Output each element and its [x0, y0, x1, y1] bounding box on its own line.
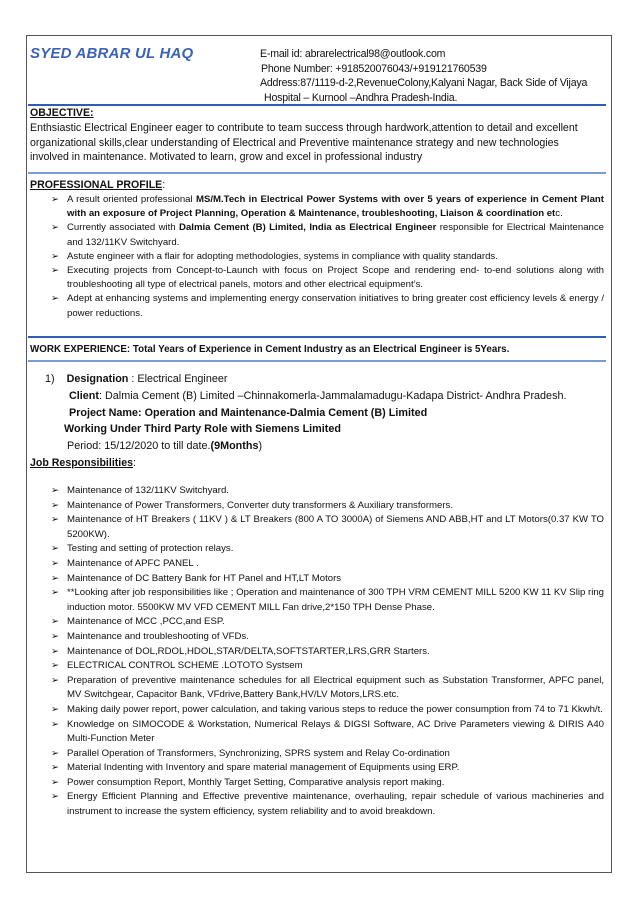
- responsibility-item: [30, 659, 604, 674]
- arrow-bullet-icon: ➢: [51, 250, 59, 262]
- responsibility-item: [30, 513, 604, 542]
- arrow-bullet-icon: ➢: [51, 265, 59, 277]
- project-label: Project Name: [69, 406, 139, 419]
- arrow-bullet-icon: ➢: [51, 572, 59, 584]
- divider: [28, 336, 606, 338]
- client-value: : Dalmia Cement (B) Limited –Chinnakomerla-Jammalamadugu-Kadapa District- Andhra Pradesh.: [99, 389, 567, 402]
- profile-title-colon: :: [162, 179, 166, 191]
- arrow-bullet-icon: ➢: [51, 499, 59, 511]
- responsibility-item: [30, 718, 604, 747]
- divider: [28, 104, 606, 106]
- responsibility-item: [30, 484, 604, 499]
- period-text: ): [258, 440, 263, 453]
- email-line: E-mail id: abrarelectrical98@outlook.com: [260, 48, 446, 60]
- responsibility-item: [30, 761, 604, 776]
- responsibility-item: [30, 747, 604, 762]
- responsibility-text: Maintenance of HT Breakers ( 11KV ) & LT Breakers (800 A TO 3000A) of Siemens AND ABB,HT and LT Motors(0.37 KW TO 5200KW).: [67, 514, 604, 540]
- arrow-bullet-icon: ➢: [51, 630, 59, 642]
- project-value: : Operation and Maintenance-Dalmia Cement (B) Limited: [138, 406, 428, 419]
- list-item: [30, 221, 604, 249]
- responsibility-text: ELECTRICAL CONTROL SCHEME .LOTOTO Systsem: [67, 660, 303, 672]
- profile-bold: Dalmia Cement (B) Limited, India as Electrical Engineer: [179, 222, 437, 234]
- responsibility-text: **Looking after job responsibilities like ; Operation and maintenance of 300 TPH VRM CEMENT MILL 5200 KW 11 KV Slip ring induction motor. 5500KW MV VFD CEMENT MILL Fan drive,2*150 TPH Dense Phase.: [67, 587, 604, 613]
- list-item: [30, 264, 604, 292]
- address-line-2: Hospital – Kurnool –Andhra Pradesh-India.: [264, 91, 458, 104]
- responsibility-item: [30, 776, 604, 791]
- list-item: [30, 250, 604, 264]
- arrow-bullet-icon: ➢: [51, 194, 59, 205]
- working-under-line: Working Under Third Party Role with Siemens Limited: [64, 423, 341, 436]
- period-line: [45, 438, 566, 455]
- profile-text: Executing projects from Concept-to-Launch with focus on Project Scope and rendering end- to-end solutions along with troubleshooting all type of electrical panels, motors and other electrical equipment’s.: [67, 265, 604, 291]
- profile-bold: MS/M.Tech in Electrical Power Systems with over 5 years of experience in Cement Plant with an exposure of Project Planning, Operation & Maintenance, troubleshooting, Liaison & coordination et: [67, 194, 604, 220]
- designation-block: [45, 371, 566, 455]
- arrow-bullet-icon: ➢: [51, 718, 59, 730]
- responsibility-item: [30, 615, 604, 630]
- arrow-bullet-icon: ➢: [51, 222, 59, 234]
- responsibilities-title-text: Job Responsibilities: [30, 457, 134, 469]
- responsibility-text: Power consumption Report, Monthly Target Setting, Comparative analysis report making.: [67, 776, 445, 788]
- responsibility-item: [30, 572, 604, 587]
- objective-line: Enthsiastic Electrical Engineer eager to contribute to team success through hardwork,attention to detail and excellent: [30, 122, 578, 134]
- project-line: [45, 405, 566, 422]
- arrow-bullet-icon: ➢: [51, 762, 59, 774]
- responsibility-item: [30, 645, 604, 660]
- profile-text: c.: [555, 208, 563, 220]
- responsibility-text: Maintenance of Power Transformers, Converter duty transformers & Auxiliary transformers.: [67, 499, 454, 511]
- responsibility-text: Parallel Operation of Transformers, Synchronizing, SPRS system and Relay Co-ordination: [67, 747, 450, 759]
- designation-label: Designation: [66, 373, 129, 385]
- responsibility-item: [30, 703, 604, 718]
- arrow-bullet-icon: ➢: [51, 616, 59, 628]
- arrow-bullet-icon: ➢: [51, 485, 59, 496]
- responsibility-text: Material Indenting with Inventory and spare material management of Equipments using ERP.: [67, 762, 460, 774]
- responsibility-text: Maintenance of DOL,RDOL,HDOL,STAR/DELTA,SOFTSTARTER,LRS,GRR Starters.: [67, 645, 430, 657]
- arrow-bullet-icon: ➢: [51, 791, 59, 803]
- profile-list: [30, 193, 604, 321]
- arrow-bullet-icon: ➢: [51, 543, 59, 555]
- phone-line: Phone Number: +918520076043/+919121760539: [261, 62, 487, 75]
- responsibility-item: [30, 499, 604, 514]
- responsibility-item: [30, 586, 604, 615]
- objective-title: OBJECTIVE:: [30, 107, 94, 119]
- designation-value: : Electrical Engineer: [128, 373, 228, 385]
- responsibility-text: Making daily power report, power calculation, and taking various steps to reduce the power consumption from 74 to 71 Kkwh/t.: [67, 703, 603, 715]
- responsibilities-title-colon: :: [133, 457, 136, 469]
- profile-text: Astute engineer with a flair for adopting methodologies, systems in compliance with quality standards.: [67, 250, 498, 262]
- responsibility-item: [30, 557, 604, 572]
- responsibility-item: [30, 674, 604, 703]
- period-bold: (9Months: [210, 440, 259, 453]
- profile-text: A result oriented professional: [67, 194, 196, 205]
- arrow-bullet-icon: ➢: [51, 514, 59, 526]
- contact-block: [260, 47, 610, 105]
- objective-line: organizational skills,clear understanding of Electrical and Preventive maintenance strategy and new technologies: [30, 136, 559, 149]
- responsibility-text: Maintenance of MCC ,PCC,and ESP.: [67, 616, 225, 628]
- arrow-bullet-icon: ➢: [51, 293, 59, 305]
- responsibility-text: Maintenance and troubleshooting of VFDs.: [67, 630, 249, 642]
- responsibility-item: [30, 630, 604, 645]
- work-experience-title: WORK EXPERIENCE: Total Years of Experience in Cement Industry as an Electrical Engineer is 5Years.: [30, 344, 510, 355]
- responsibility-text: Knowledge on SIMOCODE & Workstation, Numerical Relays & DIGSI Software, AC Drive Parameters viewing & DIRIS A40 Multi-Function Meter: [67, 718, 604, 745]
- profile-text: Currently associated with: [67, 222, 180, 234]
- arrow-bullet-icon: ➢: [51, 645, 59, 657]
- responsibility-item: [30, 542, 604, 557]
- item-index: 1): [45, 373, 55, 385]
- arrow-bullet-icon: ➢: [51, 587, 59, 599]
- objective-line: involved in maintenance. Motivated to learn, grow and excel in professional industry: [30, 151, 423, 164]
- arrow-bullet-icon: ➢: [51, 747, 59, 759]
- period-text: Period: 15/12/2020 to till date.: [67, 440, 211, 453]
- profile-title-text: PROFESSIONAL PROFILE: [30, 179, 163, 191]
- responsibility-text: Preparation of preventive maintenance schedules for all Electrical equipment such as Substation Transformer, APFC panel, MV Switchgear, Capacitor Bank, VFdrive,Battery Bank,HV/LV Motors,LRS.etc.: [67, 674, 604, 701]
- profile-title: [30, 179, 165, 191]
- responsibility-text: Maintenance of 132/11KV Switchyard.: [67, 485, 229, 496]
- candidate-name: SYED ABRAR UL HAQ: [30, 45, 194, 62]
- arrow-bullet-icon: ➢: [51, 703, 59, 715]
- responsibility-text: Testing and setting of protection relays.: [67, 543, 234, 555]
- client-label: Client: [69, 389, 99, 402]
- arrow-bullet-icon: ➢: [51, 660, 59, 672]
- arrow-bullet-icon: ➢: [51, 557, 59, 569]
- arrow-bullet-icon: ➢: [51, 776, 59, 788]
- responsibility-item: [30, 790, 604, 819]
- client-line: [45, 388, 566, 405]
- divider: [28, 172, 606, 174]
- designation-line: [45, 371, 566, 388]
- profile-text: Adept at enhancing systems and implementing energy conservation initiatives to bring greater cost efficiency levels & energy / power reductions.: [67, 293, 604, 319]
- list-item: [30, 193, 604, 221]
- arrow-bullet-icon: ➢: [51, 674, 59, 686]
- list-item: [30, 292, 604, 320]
- responsibility-text: Energy Efficient Planning and Effective preventive maintenance, overhauling, repair schedule of various machineries and instrument to increase the system efficiency, system reliability and to avoid breakdown.: [67, 791, 604, 818]
- responsibility-text: Maintenance of APFC PANEL .: [67, 557, 199, 569]
- profile-text: responsible for Electrical Maintenance and 132/11KV Switchyard.: [67, 222, 604, 248]
- divider: [28, 360, 606, 362]
- responsibilities-list: [30, 484, 604, 820]
- responsibilities-title: [30, 457, 136, 469]
- responsibility-text: Maintenance of DC Battery Bank for HT Panel and HT,LT Motors: [67, 572, 342, 584]
- address-line-1: Address:87/1119-d-2,RevenueColony,Kalyani Nagar, Back Side of Vijaya: [260, 77, 588, 90]
- objective-text: [30, 121, 606, 165]
